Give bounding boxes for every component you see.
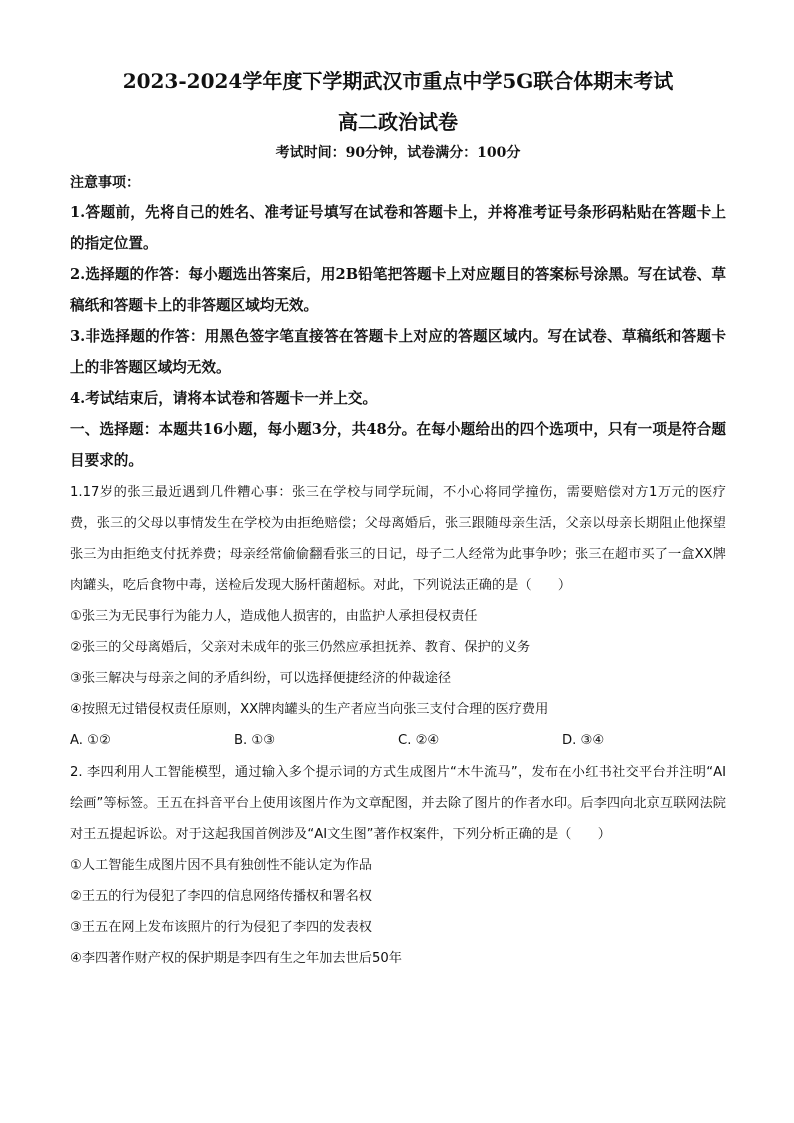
note-item: 1.答题前，先将自己的姓名、准考证号填写在试卷和答题卡上，并将准考证号条形码粘贴在答题卡上的指定位置。 bbox=[70, 204, 726, 252]
question-1 bbox=[70, 477, 726, 756]
question-option: ②王五的行为侵犯了李四的信息网络传播权和署名权 bbox=[70, 889, 372, 904]
note-item: 4.考试结束后，请将本试卷和答题卡一并上交。 bbox=[70, 390, 378, 407]
exam-info: 考试时间：90分钟，试卷满分：100分 bbox=[275, 145, 521, 161]
notes-block bbox=[70, 169, 726, 414]
choice-a: A. ①② bbox=[70, 733, 111, 748]
exam-subtitle: 高二政治试卷 bbox=[338, 110, 458, 134]
notes-heading: 注意事项： bbox=[70, 175, 140, 191]
question-stem: 1.17岁的张三最近遇到几件糟心事：张三在学校与同学玩闹，不小心将同学撞伤，需要赔偿对方1万元的医疗费，张三的父母以事情发生在学校为由拒绝赔偿；父母离婚后，张三跟随母亲生活，父亲以母亲长期阻止他探望张三为由拒绝支付抚养费；母亲经常偷偷翻看张三的日记，母子二人经常为此事争吵；张三在超市买了一盒XX牌肉罐头，吃后食物中毒，送检后发现大肠杆菌超标。对此，下列说法正确的是（ ） bbox=[70, 485, 726, 593]
note-item: 3.非选择题的作答：用黑色签字笔直接答在答题卡上对应的答题区域内。写在试卷、草稿纸和答题卡上的非答题区域均无效。 bbox=[70, 328, 726, 376]
note-item: 2.选择题的作答：每小题选出答案后，用2B铅笔把答题卡上对应题目的答案标号涂黑。写在试卷、草稿纸和答题卡上的非答题区域均无效。 bbox=[70, 266, 726, 314]
question-option: ①张三为无民事行为能力人，造成他人损害的，由监护人承担侵权责任 bbox=[70, 609, 478, 624]
section-heading: 一、选择题：本题共16小题，每小题3分，共48分。在每小题给出的四个选项中，只有一项是符合题目要求的。 bbox=[70, 421, 726, 469]
choice-d: D. ③④ bbox=[562, 733, 605, 748]
answer-choices bbox=[70, 725, 726, 756]
question-option: ②张三的父母离婚后，父亲对未成年的张三仍然应承担抚养、教育、保护的义务 bbox=[70, 640, 531, 655]
question-option: ①人工智能生成图片因不具有独创性不能认定为作品 bbox=[70, 858, 372, 873]
question-option: ④按照无过错侵权责任原则，XX牌肉罐头的生产者应当向张三支付合理的医疗费用 bbox=[70, 702, 549, 717]
exam-title: 2023-2024学年度下学期武汉市重点中学5G联合体期末考试 bbox=[122, 69, 674, 93]
exam-page bbox=[70, 64, 726, 974]
question-stem: 2. 李四利用人工智能模型，通过输入多个提示词的方式生成图片“木牛流马”，发布在小红书社交平台并注明“AI绘画”等标签。王五在抖音平台上使用该图片作为文章配图，并去除了图片的作者水印。后李四向北京互联网法院对王五提起诉讼。对于这起我国首例涉及“AI文生图”著作权案件，下列分析正确的是（ ） bbox=[70, 765, 726, 842]
question-option: ③张三解决与母亲之间的矛盾纠纷，可以选择便捷经济的仲裁途径 bbox=[70, 671, 452, 686]
question-option: ③王五在网上发布该照片的行为侵犯了李四的发表权 bbox=[70, 920, 372, 935]
choice-b: B. ①③ bbox=[234, 733, 276, 748]
choice-c: C. ②④ bbox=[398, 733, 440, 748]
question-2 bbox=[70, 757, 726, 974]
question-option: ④李四著作财产权的保护期是李四有生之年加去世后50年 bbox=[70, 951, 402, 966]
